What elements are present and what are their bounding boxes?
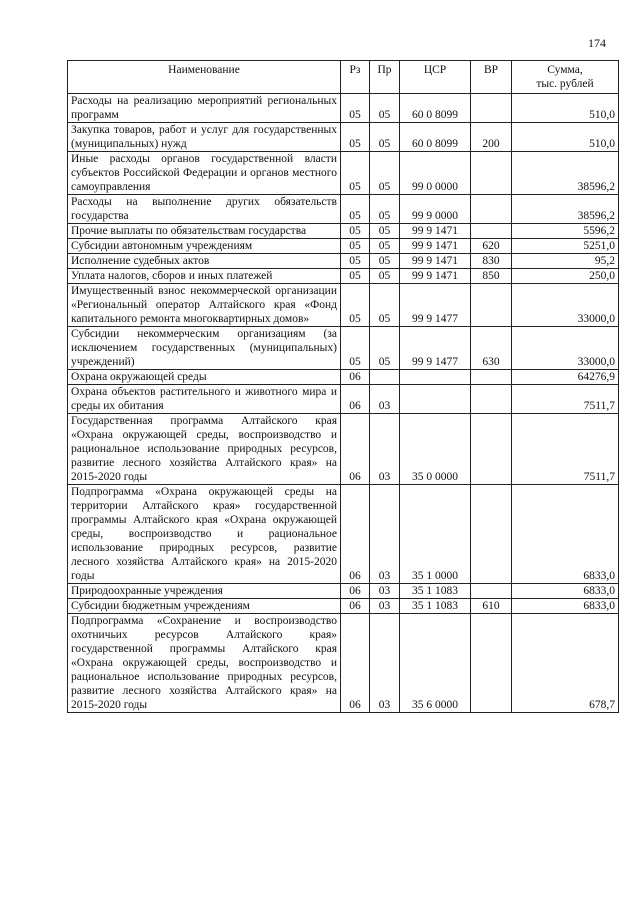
cell-pr: 03 <box>370 414 400 485</box>
header-vr: ВР <box>471 61 512 94</box>
cell-csr: 35 0 0000 <box>400 414 471 485</box>
cell-name: Имущественный взнос некоммерческой организации «Региональный оператор Алтайского края «Фонд капитального ремонта многоквартирных домов» <box>68 284 341 327</box>
cell-sum: 6833,0 <box>512 599 619 614</box>
table-row <box>68 224 619 239</box>
cell-name: Субсидии автономным учреждениям <box>68 239 341 254</box>
table-row <box>68 370 619 385</box>
cell-name: Субсидии бюджетным учреждениям <box>68 599 341 614</box>
cell-sum: 7511,7 <box>512 414 619 485</box>
cell-vr <box>471 614 512 713</box>
cell-vr <box>471 195 512 224</box>
header-name: Наименование <box>68 61 341 94</box>
cell-sum: 5251,0 <box>512 239 619 254</box>
header-sum-line2: тыс. рублей <box>536 78 594 90</box>
cell-pr: 05 <box>370 269 400 284</box>
cell-vr <box>471 152 512 195</box>
cell-pr <box>370 370 400 385</box>
cell-name: Подпрограмма «Охрана окружающей среды на территории Алтайского края» государственной программы Алтайского края «Охрана окружающей среды, воспроизводство и рациональное использование природных ресурсов, развитие лесного хозяйства Алтайского края» на 2015-2020 годы <box>68 485 341 584</box>
cell-pr: 05 <box>370 284 400 327</box>
cell-pr: 03 <box>370 614 400 713</box>
cell-name: Закупка товаров, работ и услуг для государственных (муниципальных) нужд <box>68 123 341 152</box>
cell-sum: 510,0 <box>512 94 619 123</box>
cell-csr: 35 1 0000 <box>400 485 471 584</box>
cell-name: Природоохранные учреждения <box>68 584 341 599</box>
cell-rz: 06 <box>341 584 370 599</box>
cell-name: Расходы на реализацию мероприятий региональных программ <box>68 94 341 123</box>
cell-vr: 620 <box>471 239 512 254</box>
cell-sum: 33000,0 <box>512 327 619 370</box>
cell-vr <box>471 385 512 414</box>
cell-sum: 7511,7 <box>512 385 619 414</box>
cell-pr: 05 <box>370 94 400 123</box>
cell-name: Прочие выплаты по обязательствам государства <box>68 224 341 239</box>
cell-pr: 05 <box>370 254 400 269</box>
cell-csr: 99 9 1471 <box>400 269 471 284</box>
cell-name: Уплата налогов, сборов и иных платежей <box>68 269 341 284</box>
table-row <box>68 195 619 224</box>
cell-name: Охрана окружающей среды <box>68 370 341 385</box>
header-rz: Рз <box>341 61 370 94</box>
table-row <box>68 284 619 327</box>
header-sum-line1: Сумма, <box>547 64 583 76</box>
header-sum <box>512 61 619 94</box>
cell-csr: 99 9 1477 <box>400 284 471 327</box>
cell-name: Охрана объектов растительного и животного мира и среды их обитания <box>68 385 341 414</box>
cell-csr: 99 9 0000 <box>400 195 471 224</box>
table-row <box>68 239 619 254</box>
cell-csr: 35 1 1083 <box>400 599 471 614</box>
cell-name: Иные расходы органов государственной власти субъектов Российской Федерации и органов местного самоуправления <box>68 152 341 195</box>
cell-vr <box>471 485 512 584</box>
cell-pr: 05 <box>370 152 400 195</box>
cell-rz: 05 <box>341 284 370 327</box>
cell-sum: 6833,0 <box>512 584 619 599</box>
cell-sum: 6833,0 <box>512 485 619 584</box>
table-row <box>68 123 619 152</box>
budget-table <box>67 60 619 713</box>
cell-sum: 5596,2 <box>512 224 619 239</box>
cell-vr <box>471 414 512 485</box>
cell-vr: 200 <box>471 123 512 152</box>
table-body <box>68 94 619 713</box>
cell-csr: 99 9 1471 <box>400 224 471 239</box>
cell-csr: 99 9 1471 <box>400 239 471 254</box>
cell-pr: 05 <box>370 224 400 239</box>
cell-sum: 95,2 <box>512 254 619 269</box>
table-header <box>68 61 619 94</box>
table-row <box>68 269 619 284</box>
cell-vr <box>471 370 512 385</box>
cell-rz: 06 <box>341 385 370 414</box>
cell-name: Государственная программа Алтайского края «Охрана окружающей среды, воспроизводство и рациональное использование природных ресурсов, развитие лесного хозяйства Алтайского края» на 2015-2020 годы <box>68 414 341 485</box>
cell-csr <box>400 370 471 385</box>
header-row <box>68 61 619 94</box>
cell-pr: 05 <box>370 123 400 152</box>
cell-vr: 850 <box>471 269 512 284</box>
cell-rz: 06 <box>341 485 370 584</box>
cell-csr: 99 9 1477 <box>400 327 471 370</box>
cell-rz: 06 <box>341 614 370 713</box>
cell-vr <box>471 284 512 327</box>
cell-rz: 05 <box>341 254 370 269</box>
table-row <box>68 327 619 370</box>
cell-rz: 05 <box>341 269 370 284</box>
cell-rz: 05 <box>341 327 370 370</box>
cell-sum: 64276,9 <box>512 370 619 385</box>
table-row <box>68 485 619 584</box>
cell-pr: 05 <box>370 195 400 224</box>
cell-vr: 830 <box>471 254 512 269</box>
cell-vr: 610 <box>471 599 512 614</box>
cell-csr: 35 1 1083 <box>400 584 471 599</box>
cell-rz: 06 <box>341 414 370 485</box>
table-row <box>68 584 619 599</box>
cell-csr: 99 0 0000 <box>400 152 471 195</box>
cell-pr: 03 <box>370 599 400 614</box>
cell-name: Исполнение судебных актов <box>68 254 341 269</box>
header-csr: ЦСР <box>400 61 471 94</box>
cell-sum: 38596,2 <box>512 152 619 195</box>
cell-sum: 510,0 <box>512 123 619 152</box>
cell-sum: 33000,0 <box>512 284 619 327</box>
cell-csr: 35 6 0000 <box>400 614 471 713</box>
cell-vr <box>471 224 512 239</box>
table-row <box>68 414 619 485</box>
cell-csr: 60 0 8099 <box>400 94 471 123</box>
cell-sum: 38596,2 <box>512 195 619 224</box>
cell-csr: 60 0 8099 <box>400 123 471 152</box>
cell-vr <box>471 94 512 123</box>
cell-csr <box>400 385 471 414</box>
table-row <box>68 599 619 614</box>
cell-pr: 03 <box>370 485 400 584</box>
cell-name: Субсидии некоммерческим организациям (за исключением государственных (муниципальных) учреждений) <box>68 327 341 370</box>
cell-vr <box>471 584 512 599</box>
cell-rz: 05 <box>341 152 370 195</box>
cell-name: Расходы на выполнение других обязательств государства <box>68 195 341 224</box>
cell-rz: 05 <box>341 239 370 254</box>
table-row <box>68 614 619 713</box>
cell-pr: 05 <box>370 239 400 254</box>
table-row <box>68 385 619 414</box>
cell-vr: 630 <box>471 327 512 370</box>
cell-rz: 05 <box>341 94 370 123</box>
header-pr: Пр <box>370 61 400 94</box>
cell-rz: 06 <box>341 370 370 385</box>
table-row <box>68 254 619 269</box>
cell-pr: 05 <box>370 327 400 370</box>
cell-rz: 05 <box>341 224 370 239</box>
cell-pr: 03 <box>370 385 400 414</box>
cell-sum: 678,7 <box>512 614 619 713</box>
cell-pr: 03 <box>370 584 400 599</box>
table-row <box>68 94 619 123</box>
cell-name: Подпрограмма «Сохранение и воспроизводство охотничьих ресурсов Алтайского края» государственной программы Алтайского края «Охрана окружающей среды, воспроизводство и рациональное использование природных ресурсов, развитие лесного хозяйства Алтайского края» на 2015-2020 годы <box>68 614 341 713</box>
table-row <box>68 152 619 195</box>
cell-csr: 99 9 1471 <box>400 254 471 269</box>
cell-rz: 05 <box>341 123 370 152</box>
page-number: 174 <box>588 36 606 50</box>
cell-rz: 06 <box>341 599 370 614</box>
cell-sum: 250,0 <box>512 269 619 284</box>
cell-rz: 05 <box>341 195 370 224</box>
